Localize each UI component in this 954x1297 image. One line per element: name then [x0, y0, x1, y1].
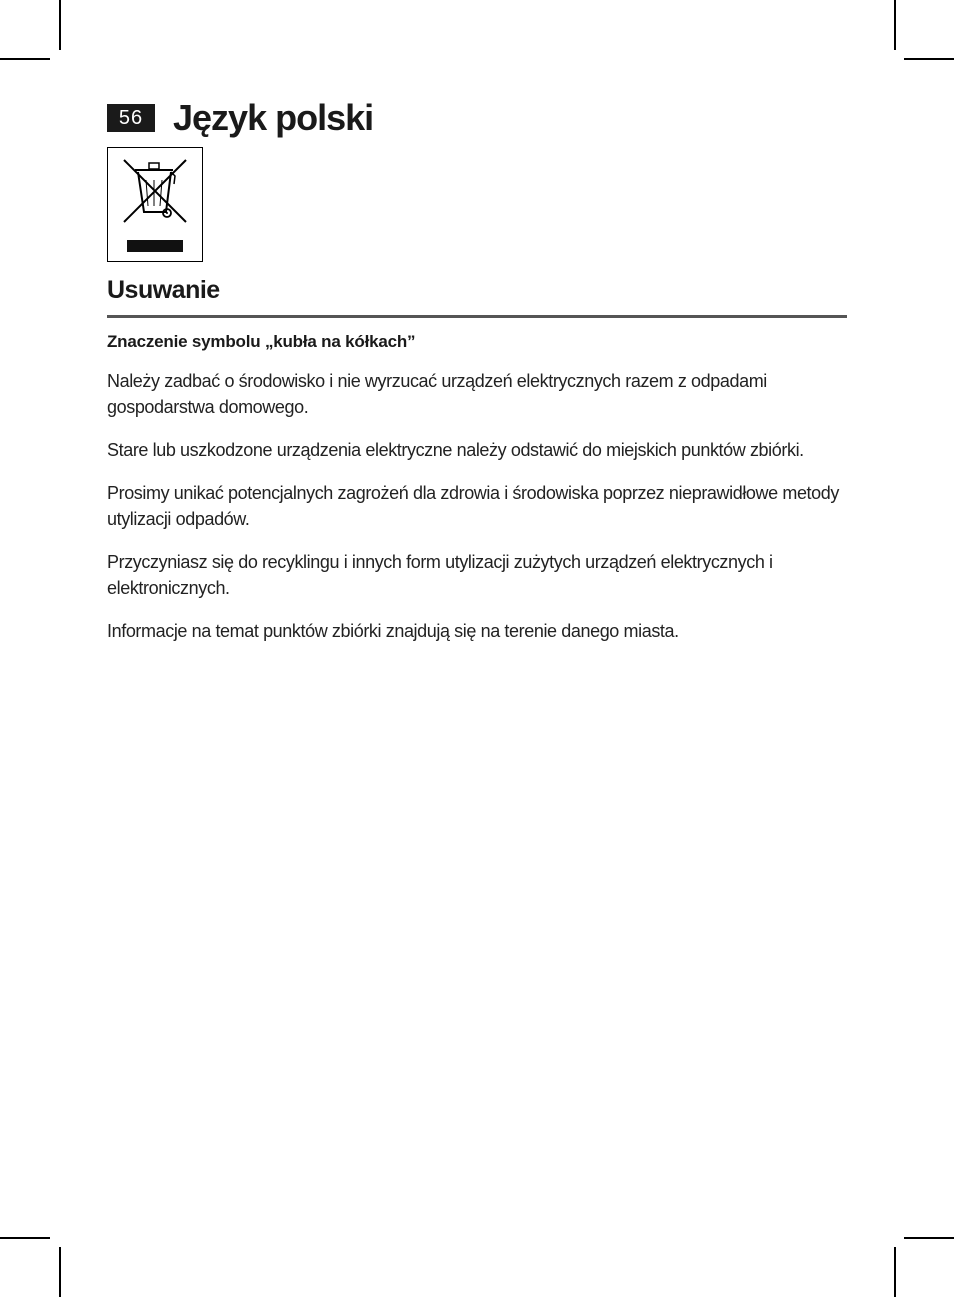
crop-mark-top-right-horizontal	[904, 58, 954, 60]
page-number: 56	[107, 104, 155, 132]
crop-mark-bottom-right-vertical	[894, 1247, 896, 1297]
paragraph-1: Należy zadbać o środowisko i nie wyrzucać urządzeń elektrycznych razem z odpadami gospodarstwa domowego.	[107, 371, 767, 417]
paragraph-5: Informacje na temat punktów zbiórki znajdują się na terenie danego miasta.	[107, 621, 679, 641]
language-title: Język polski	[173, 97, 374, 138]
crop-mark-top-left-horizontal	[0, 58, 50, 60]
crop-mark-bottom-right-horizontal	[904, 1237, 954, 1239]
section-content	[107, 330, 852, 661]
crop-mark-bottom-left-vertical	[59, 1247, 61, 1297]
crop-mark-top-right-vertical	[894, 0, 896, 50]
paragraph-2: Stare lub uszkodzone urządzenia elektryczne należy odstawić do miejskich punktów zbiórki.	[107, 440, 804, 460]
subheading: Znaczenie symbolu „kubła na kółkach”	[107, 332, 416, 351]
crop-mark-top-left-vertical	[59, 0, 61, 50]
paragraph-4: Przyczyniasz się do recyklingu i innych form utylizacji zużytych urządzeń elektrycznych i elektronicznych.	[107, 552, 773, 598]
weee-symbol-box	[107, 147, 203, 262]
crossed-out-wheelie-bin-icon	[108, 148, 201, 260]
paragraph-3: Prosimy unikać potencjalnych zagrożeń dla zdrowia i środowiska poprzez nieprawidłowe metody utylizacji odpadów.	[107, 483, 839, 529]
section-title: Usuwanie	[107, 276, 220, 304]
page-header	[107, 96, 373, 140]
section-divider	[107, 315, 847, 318]
crop-mark-bottom-left-horizontal	[0, 1237, 50, 1239]
